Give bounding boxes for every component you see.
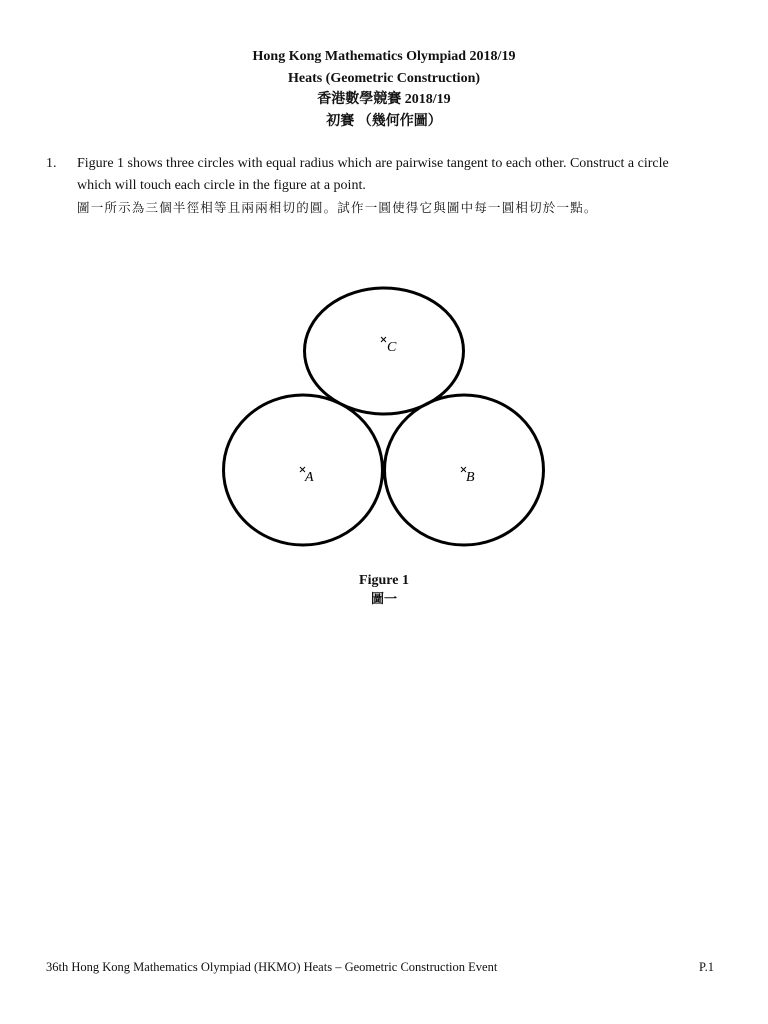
center-mark-c <box>381 337 386 342</box>
footer-text: 36th Hong Kong Mathematics Olympiad (HKMO) Heats – Geometric Construction Event <box>46 960 498 974</box>
subtitle-en: Heats (Geometric Construction) <box>287 70 481 86</box>
label-c: C <box>387 340 397 355</box>
caption-zh: 圖一 <box>370 592 397 607</box>
title-zh: 香港數學競賽 2018/19 <box>317 92 451 107</box>
question-text-zh: 圖一所示為三個半徑相等且兩兩相切的圓。試作一圓使得它與圖中每一圓相切於一點。 <box>77 200 598 215</box>
label-b: B <box>466 470 475 485</box>
page-number: P.1 <box>699 960 714 974</box>
question-number: 1. <box>46 156 57 171</box>
label-a: A <box>305 470 314 485</box>
circle-c <box>305 288 464 414</box>
page-footer <box>46 960 714 975</box>
caption-en: Figure 1 <box>359 573 409 588</box>
title-en: Hong Kong Mathematics Olympiad 2018/19 <box>252 49 516 64</box>
figure-caption <box>0 571 768 609</box>
question-text-en-line2: which will touch each circle in the figure at a point. <box>77 178 366 193</box>
question-text-en-line1: Figure 1 shows three circles with equal radius which are pairwise tangent to each other. Construct a circle <box>77 156 669 171</box>
subtitle-zh: 初賽 （幾何作圖） <box>326 113 442 129</box>
